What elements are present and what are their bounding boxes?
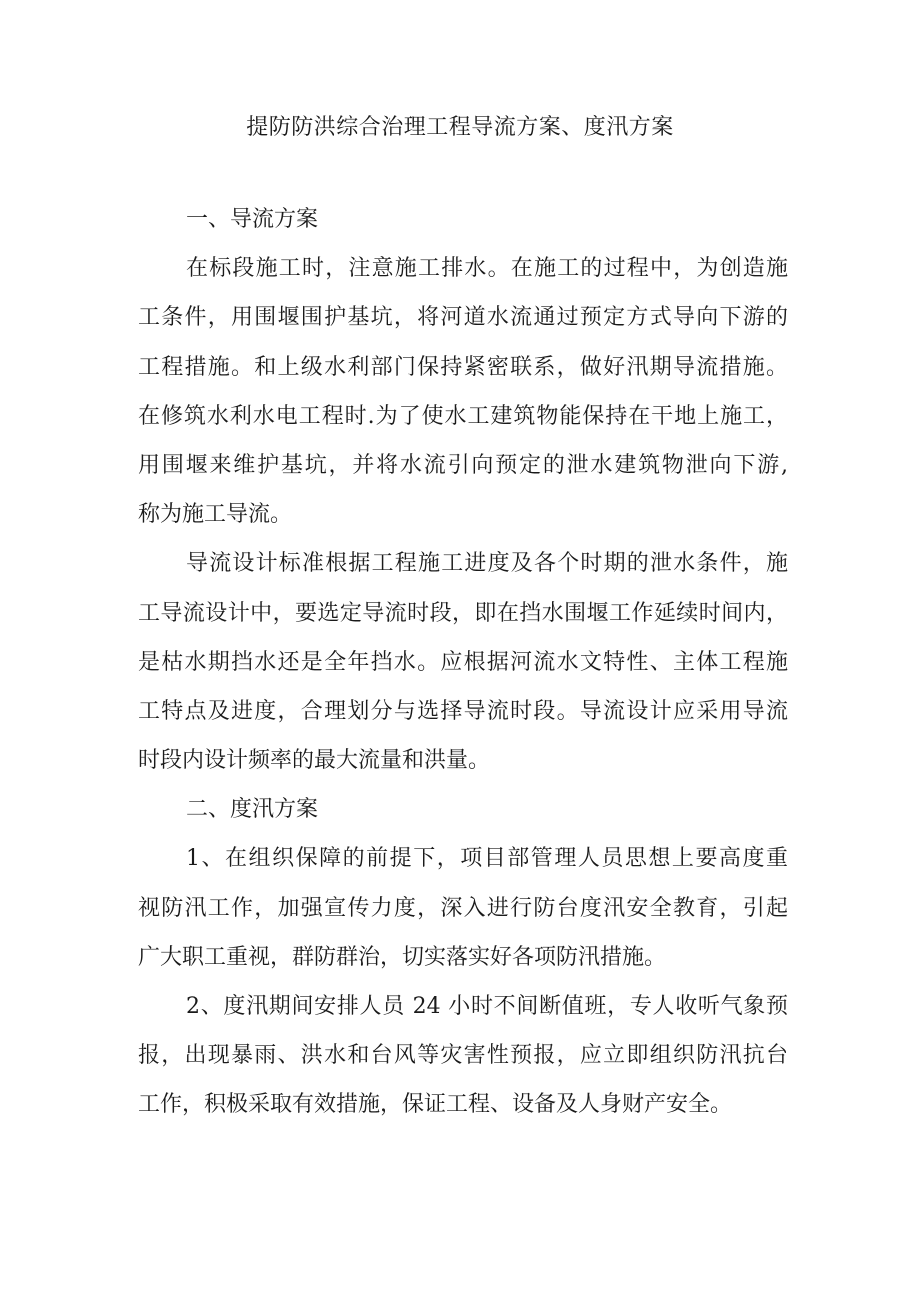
paragraph-line: 视防汛工作，加强宣传力度，深入进行防台度汛安全教育，引起 (138, 895, 788, 921)
section-heading-diversion: 一、导流方案 (186, 207, 319, 232)
paragraph-line: 用围堰来维护基坑，并将水流引向预定的泄水建筑物泄向下游, (138, 452, 788, 478)
paragraph-line: 工特点及进度，合理划分与选择导流时段。导流设计应采用导流 (138, 698, 788, 724)
paragraph-line: 称为施工导流。 (138, 502, 293, 528)
paragraph-line: 广大职工重视，群防群治，切实落实好各项防汛措施。 (138, 944, 667, 970)
paragraph-line: 报，出现暴雨、洪水和台风等灾害性预报，应立即组织防汛抗台 (138, 1043, 788, 1069)
paragraph-line: 工程措施。和上级水利部门保持紧密联系，做好汛期导流措施。 (138, 354, 788, 380)
paragraph-line: 工条件，用围堰围护基坑，将河道水流通过预定方式导向下游的 (138, 305, 788, 331)
document-title: 提防防洪综合治理工程导流方案、度汛方案 (246, 115, 674, 140)
paragraph-line: 2、度汛期间安排人员 24 小时不间断值班，专人收听气象预 (186, 994, 788, 1019)
paragraph-line: 导流设计标准根据工程施工进度及各个时期的泄水条件，施 (186, 551, 788, 577)
paragraph-line: 1、在组织保障的前提下，项目部管理人员思想上要高度重 (186, 846, 788, 872)
document-body (138, 195, 788, 1130)
paragraph-line: 是枯水期挡水还是全年挡水。应根据河流水文特性、主体工程施 (138, 649, 788, 675)
paragraph-line: 在标段施工时，注意施工排水。在施工的过程中，为创造施 (186, 256, 788, 282)
paragraph-line: 在修筑水利水电工程时.为了使水工建筑物能保持在干地上施工， (138, 403, 788, 429)
section-heading-flood: 二、度汛方案 (186, 797, 319, 823)
paragraph-line: 工作，积极采取有效措施，保证工程、设备及人身财产安全。 (138, 1092, 733, 1118)
paragraph-line: 工导流设计中，要选定导流时段，即在挡水围堰工作延续时间内， (138, 600, 788, 626)
paragraph-line: 时段内设计频率的最大流量和洪量。 (138, 748, 491, 774)
